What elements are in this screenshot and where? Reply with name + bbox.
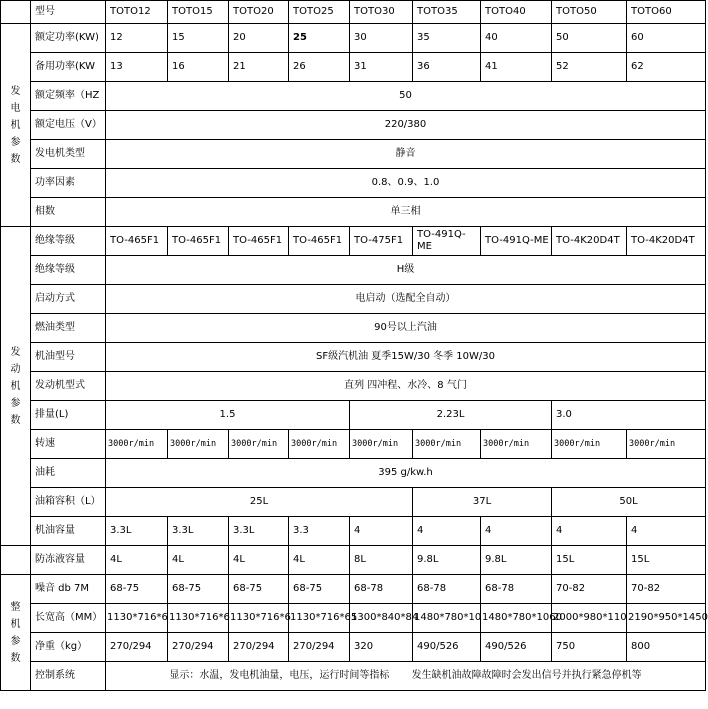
cell: TO-475F1 <box>350 227 413 256</box>
row-label: 控制系统 <box>31 662 106 691</box>
merged-cell: 90号以上汽油 <box>106 314 706 343</box>
cell: 4 <box>413 517 481 546</box>
model-name: TOTO40 <box>481 1 552 24</box>
cell: 3000r/min <box>413 430 481 459</box>
merged-cell: 电启动（选配全自动） <box>106 285 706 314</box>
merged-cell: 1.5 <box>106 401 350 430</box>
cell: 4L <box>229 546 289 575</box>
cell: TO-465F1 <box>289 227 350 256</box>
model-name: TOTO25 <box>289 1 350 24</box>
model-name: TOTO20 <box>229 1 289 24</box>
row-engine-type <box>1 372 706 401</box>
cell: 1130*716*6 <box>106 604 168 633</box>
row-label: 发电机类型 <box>31 140 106 169</box>
cat-blank <box>1 546 31 575</box>
row-rated-power <box>1 24 706 53</box>
row-noise <box>1 575 706 604</box>
row-label: 绝缘等级 <box>31 227 106 256</box>
cell: 4 <box>552 517 627 546</box>
cell: 26 <box>289 53 350 82</box>
cell: 270/294 <box>168 633 229 662</box>
cell: 3.3L <box>106 517 168 546</box>
cell: 4 <box>627 517 706 546</box>
cell: 3000r/min <box>481 430 552 459</box>
cell: 490/526 <box>481 633 552 662</box>
row-label: 功率因素 <box>31 169 106 198</box>
row-label: 额定频率（HZ <box>31 82 106 111</box>
cell: TO-491Q-ME <box>481 227 552 256</box>
cell: 21 <box>229 53 289 82</box>
cell: 490/526 <box>413 633 481 662</box>
cell: 4 <box>481 517 552 546</box>
cell: 50 <box>552 24 627 53</box>
cell: 750 <box>552 633 627 662</box>
merged-cell: 50 <box>106 82 706 111</box>
cell: 15L <box>627 546 706 575</box>
row-label: 机油型号 <box>31 343 106 372</box>
merged-cell: 静音 <box>106 140 706 169</box>
cell: 9.8L <box>481 546 552 575</box>
row-oil-capacity <box>1 517 706 546</box>
cell: 3.3L <box>168 517 229 546</box>
category-engine-label: 发动机参数 <box>10 346 21 426</box>
cell: 31 <box>350 53 413 82</box>
row-displacement <box>1 401 706 430</box>
cell: TO-491Q-ME <box>413 227 481 256</box>
cell-bold: 25 <box>293 32 307 43</box>
cell: 12 <box>106 24 168 53</box>
row-label: 转速 <box>31 430 106 459</box>
cell: 70-82 <box>552 575 627 604</box>
cell: 41 <box>481 53 552 82</box>
category-whole-label: 整机参数 <box>10 601 21 664</box>
row-label: 防冻液容量 <box>31 546 106 575</box>
row-speed <box>1 430 706 459</box>
cell: 1130*716*65 <box>289 604 350 633</box>
row-label: 相数 <box>31 198 106 227</box>
merged-cell: 3.0 <box>552 401 706 430</box>
row-size <box>1 604 706 633</box>
row-label: 长宽高（MM） <box>31 604 106 633</box>
cell: 20 <box>229 24 289 53</box>
row-label: 备用功率(KW <box>31 53 106 82</box>
row-engine-model <box>1 227 706 256</box>
cell: TO-465F1 <box>229 227 289 256</box>
cell: 36 <box>413 53 481 82</box>
category-generator-label: 发电机参数 <box>10 85 21 165</box>
cell: 4L <box>106 546 168 575</box>
row-frequency <box>1 82 706 111</box>
category-engine <box>1 227 31 546</box>
cell: TO-4K20D4T <box>627 227 706 256</box>
row-label: 净重（kg） <box>31 633 106 662</box>
row-standby-power <box>1 53 706 82</box>
cell: 1130*716*6 <box>229 604 289 633</box>
merged-cell: 2.23L <box>350 401 552 430</box>
row-tank <box>1 488 706 517</box>
cell: 62 <box>627 53 706 82</box>
cell: 30 <box>350 24 413 53</box>
cell: 3000r/min <box>552 430 627 459</box>
cell: 3.3 <box>289 517 350 546</box>
model-name: TOTO12 <box>106 1 168 24</box>
row-phase <box>1 198 706 227</box>
cell: 52 <box>552 53 627 82</box>
cell: 8L <box>350 546 413 575</box>
cell: 4 <box>350 517 413 546</box>
cell: 2190*950*1450 <box>627 604 706 633</box>
model-name: TOTO50 <box>552 1 627 24</box>
merged-cell: 0.8、0.9、1.0 <box>106 169 706 198</box>
cell: 320 <box>350 633 413 662</box>
category-generator <box>1 24 31 227</box>
cell: TO-4K20D4T <box>552 227 627 256</box>
cell: 1480*780*10 <box>413 604 481 633</box>
cell: 35 <box>413 24 481 53</box>
cell: 1130*716*6 <box>168 604 229 633</box>
cell: 3000r/min <box>106 430 168 459</box>
row-start-mode <box>1 285 706 314</box>
cell: 270/294 <box>229 633 289 662</box>
merged-cell: 395 g/kw.h <box>106 459 706 488</box>
row-oil-type <box>1 343 706 372</box>
cell: 3000r/min <box>289 430 350 459</box>
cell: 270/294 <box>106 633 168 662</box>
cell: 68-75 <box>289 575 350 604</box>
cell: 70-82 <box>627 575 706 604</box>
merged-cell: 50L <box>552 488 706 517</box>
cell: 68-75 <box>229 575 289 604</box>
row-label: 启动方式 <box>31 285 106 314</box>
cell: TO-465F1 <box>106 227 168 256</box>
cell: 68-78 <box>481 575 552 604</box>
cell: 68-78 <box>350 575 413 604</box>
cell: 4L <box>289 546 350 575</box>
model-header-label: 型号 <box>31 1 106 24</box>
row-label: 燃油类型 <box>31 314 106 343</box>
cell: 60 <box>627 24 706 53</box>
cell: 68-75 <box>168 575 229 604</box>
cell: 800 <box>627 633 706 662</box>
model-name: TOTO60 <box>627 1 706 24</box>
row-label: 发动机型式 <box>31 372 106 401</box>
cell: TO-465F1 <box>168 227 229 256</box>
row-label: 额定电压（V） <box>31 111 106 140</box>
cell: 15 <box>168 24 229 53</box>
merged-cell: 显示：水温，发电机油量，电压，运行时间等指标 发生缺机油故障故障时会发出信号并执行紧急停机等 <box>106 662 706 691</box>
cell: 68-75 <box>106 575 168 604</box>
model-name: TOTO30 <box>350 1 413 24</box>
cell: 3000r/min <box>350 430 413 459</box>
row-label: 排量(L) <box>31 401 106 430</box>
model-name: TOTO15 <box>168 1 229 24</box>
row-label: 机油容量 <box>31 517 106 546</box>
cell: 3.3L <box>229 517 289 546</box>
cell: 1480*780*1060 <box>481 604 552 633</box>
row-label: 油箱容积（L） <box>31 488 106 517</box>
row-weight <box>1 633 706 662</box>
cat-blank <box>1 1 31 24</box>
merged-cell: 25L <box>106 488 413 517</box>
cell: 9.8L <box>413 546 481 575</box>
cell: 68-78 <box>413 575 481 604</box>
cell: 13 <box>106 53 168 82</box>
row-label: 油耗 <box>31 459 106 488</box>
cell: 16 <box>168 53 229 82</box>
merged-cell: 37L <box>413 488 552 517</box>
row-control <box>1 662 706 691</box>
cell: 15L <box>552 546 627 575</box>
cell: 4L <box>168 546 229 575</box>
row-coolant <box>1 546 706 575</box>
row-label: 噪音 db 7M <box>31 575 106 604</box>
row-generator-type <box>1 140 706 169</box>
model-name: TOTO35 <box>413 1 481 24</box>
merged-cell: 单三相 <box>106 198 706 227</box>
row-label: 额定功率(KW) <box>31 24 106 53</box>
cell: 270/294 <box>289 633 350 662</box>
category-whole <box>1 575 31 691</box>
merged-cell: 220/380 <box>106 111 706 140</box>
row-fuel-type <box>1 314 706 343</box>
row-power-factor <box>1 169 706 198</box>
cell <box>289 24 350 53</box>
cell: 3000r/min <box>627 430 706 459</box>
merged-cell: 直列 四冲程、水冷、8 气门 <box>106 372 706 401</box>
cell: 2000*980*110 <box>552 604 627 633</box>
row-consumption <box>1 459 706 488</box>
cell: 3000r/min <box>168 430 229 459</box>
row-label: 绝缘等级 <box>31 256 106 285</box>
cell: 40 <box>481 24 552 53</box>
cell: 3000r/min <box>229 430 289 459</box>
merged-cell: H级 <box>106 256 706 285</box>
cell: 1300*840*84 <box>350 604 413 633</box>
row-insulation <box>1 256 706 285</box>
row-voltage <box>1 111 706 140</box>
merged-cell: SF级汽机油 夏季15W/30 冬季 10W/30 <box>106 343 706 372</box>
header-row <box>1 1 706 24</box>
